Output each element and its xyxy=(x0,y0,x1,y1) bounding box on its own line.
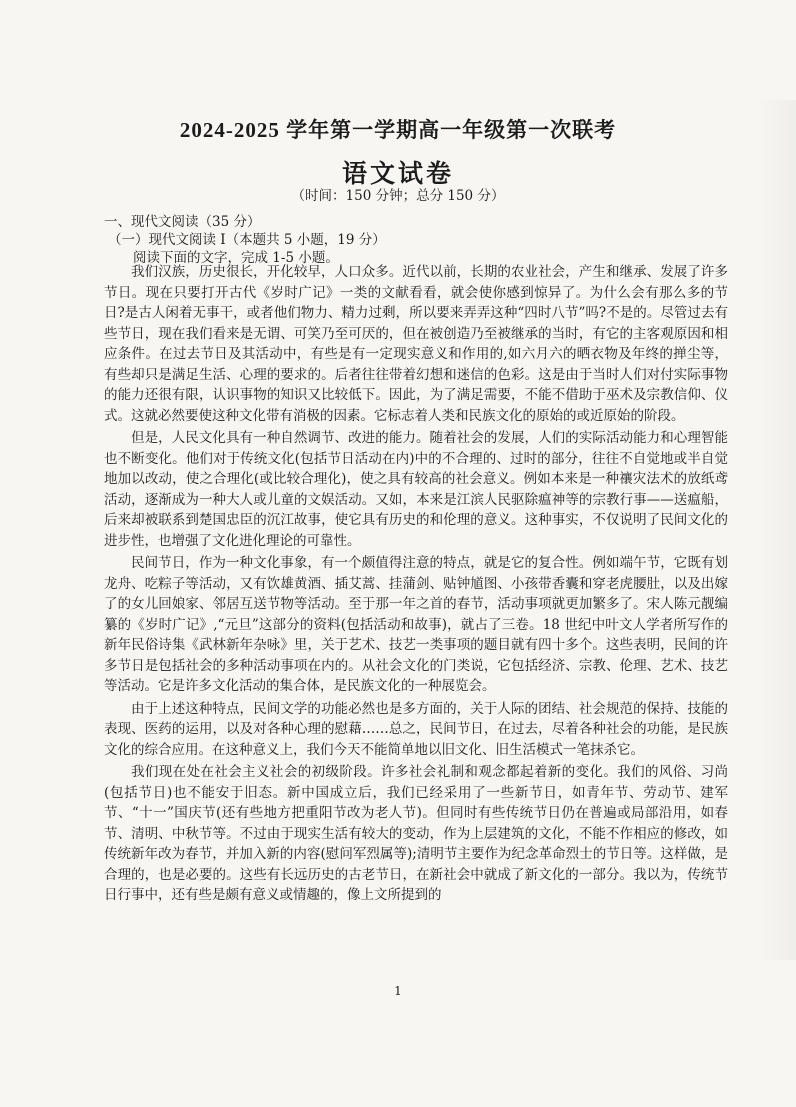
passage-paragraph: 民间节日，作为一种文化事象，有一个颇值得注意的特点，就是它的复合性。例如端午节，它既有划龙舟、吃粽子等活动，又有饮雄黄酒、插艾蒿、挂蒲剑、贴钟馗图、小孩带香囊和穿老虎腰肚，以及出嫁了的女儿回娘家、邻居互送节物等活动。至于那一年之首的春节，活动事项就更加繁多了。宋人陈元靓编纂的《岁时广记》,“元旦”这部分的资料(包括活动和故事)，就占了三卷。18 世纪中叶文人学者所写作的新年民俗诗集《武林新年杂咏》里，关于艺术、技艺一类事项的题目就有四十多个。这些表明，民间的许多节日是包括社会的多种活动事项在内的。从社会文化的门类说，它包括经济、宗教、伦理、艺术、技艺等活动。它是许多文化活动的集合体，是民族文化的一种展览会。 xyxy=(104,555,728,694)
passage-paragraph: 但是，人民文化具有一种自然调节、改进的能力。随着社会的发展，人们的实际活动能力和心理智能也不断变化。他们对于传统文化(包括节日活动在内)中的不合理的、过时的部分，往往不自觉地或半自觉地加以改动，使之合理化(或比较合理化)，使之具有较高的社会意义。例如本来是一种禳灾法术的放纸鸢活动，逐渐成为一种大人或儿童的文娱活动。又如，本来是江滨人民驱除瘟神等的宗教行事——送瘟船，后来却被联系到楚国忠臣的沉江故事，使它具有历史的和伦理的意义。这种事实，不仅说明了民间文化的进步性，也增强了文化进化理论的可靠性。 xyxy=(104,430,728,549)
scan-shadow xyxy=(756,100,796,960)
reading-instruction: 阅读下面的文字，完成 1-5 小题。 xyxy=(133,250,339,266)
exam-title: 2024-2025 学年第一学期高一年级第一次联考 xyxy=(179,118,617,142)
passage-paragraph: 我们汉族，历史很长，开化较早，人口众多。近代以前，长期的农业社会，产生和继承、发展了许多节日。现在只要打开古代《岁时广记》一类的文献看看，就会使你感到惊异了。为什么会有那么多的节日?是古人闲着无事干，或者他们物力、精力过剩，所以要来弄弄这种“四时八节”吗?不是的。尽管过去有些节日，现在我们看来是无谓、可笑乃至可厌的，但在被创造乃至被继承的当时，有它的主客观原因和相应条件。在过去节日及其活动中，有些是有一定现实意义和作用的,如六月六的晒衣物及年终的掸尘等，有些却只是满足生活、心理的要求的。后者往往带着幻想和迷信的色彩。这是由于当时人们对付实际事物的能力还很有限，认识事物的知识又比较低下。因此，为了满足需要，不能不借助于巫术及宗教信仰、仪式。这就必然要使这种文化带有消极的因素。它标志着人类和民族文化的原始的或近原始的阶段。 xyxy=(104,264,728,424)
subject-title: 语文试卷 xyxy=(341,159,454,188)
sub-section-heading: （一）现代文阅读 I（本题共 5 小题，19 分） xyxy=(108,232,386,248)
passage-paragraph: 由于上述这种特点，民间文学的功能必然也是多方面的，关于人际的团结、社会规范的保持、技能的表现、医药的运用，以及对各种心理的慰藉……总之，民间节日，在过去，尽着各种社会的功能，是民族文化的综合应用。在这种意义上，我们今天不能简单地以旧文化、旧生活模式一笔抹杀它。 xyxy=(104,700,728,758)
page-number: 1 xyxy=(394,984,402,998)
passage-paragraph: 我们现在处在社会主义社会的初级阶段。许多社会礼制和观念都起着新的变化。我们的风俗、习尚(包括节日)也不能安于旧态。新中国成立后，我们已经采用了一些新节日，如青年节、劳动节、建军节、“十一”国庆节(还有些地方把重阳节改为老人节)。但同时有些传统节日仍在普遍或局部沿用，如春节、清明、中秋节等。不过由于现实生活有较大的变动，作为上层建筑的文化，不能不作相应的修改，如传统新年改为春节，并加入新的内容(慰问军烈属等);清明节主要作为纪念革命烈士的节日等。这样做，是合理的，也是必要的。这些有长远历史的古老节日，在新社会中就成了新文化的一部分。我以为，传统节日行事中，还有些是颇有意义或情趣的，像上文所提到的 xyxy=(104,764,728,903)
passage xyxy=(104,262,728,906)
exam-meta: （时间：150 分钟；总分 150 分） xyxy=(291,188,505,204)
section-heading: 一、现代文阅读（35 分） xyxy=(104,214,261,230)
